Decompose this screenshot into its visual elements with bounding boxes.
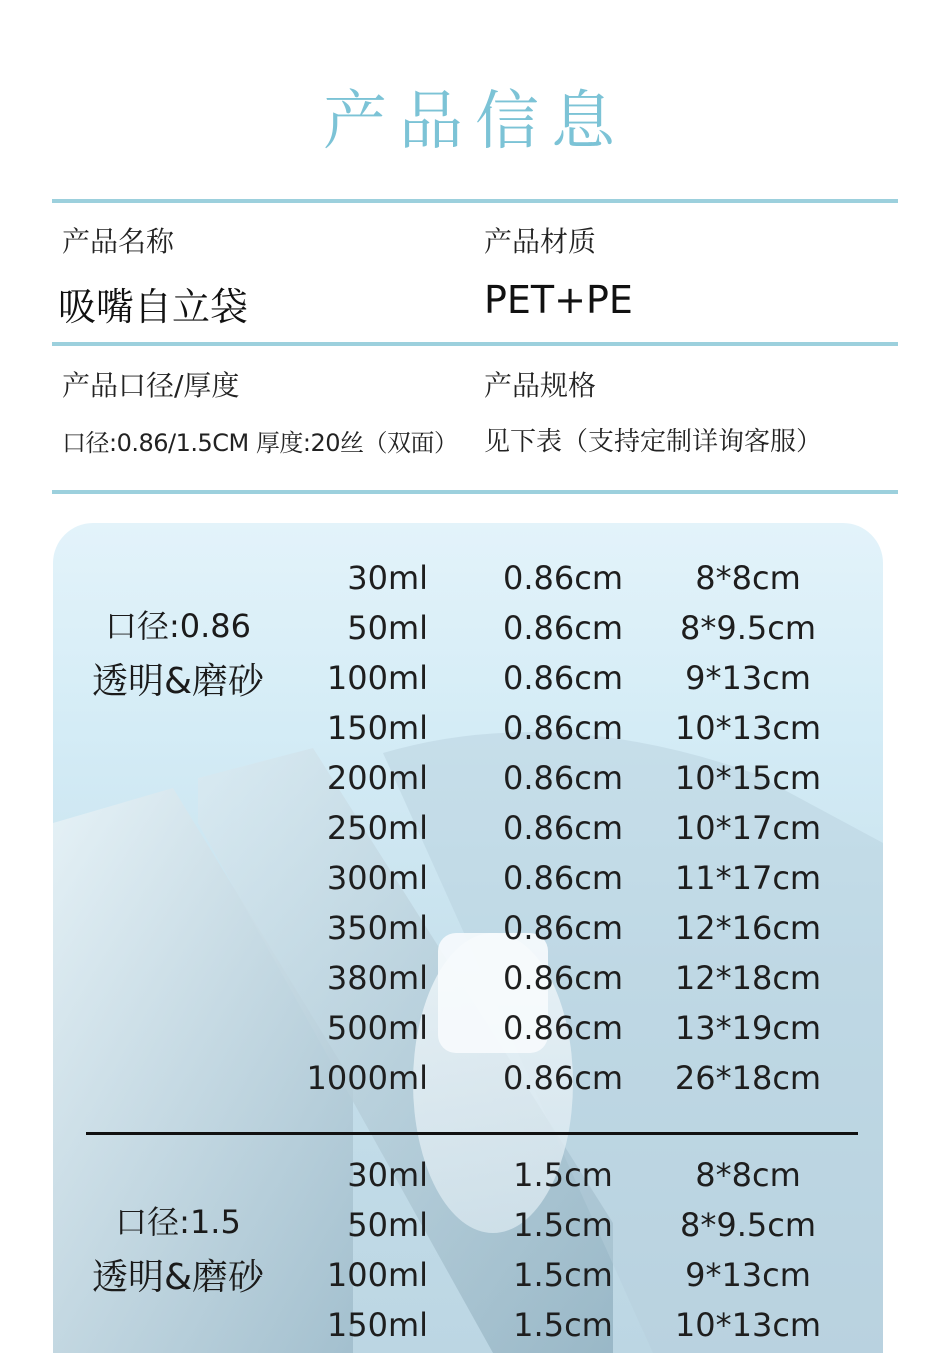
table-row <box>53 709 883 759</box>
volume-cell: 500ml <box>326 1009 428 1047</box>
spec-table <box>53 523 883 1353</box>
table-row <box>53 759 883 809</box>
table-row <box>53 1256 883 1306</box>
diameter-cell: 1.5cm <box>513 1256 613 1294</box>
table-row <box>53 959 883 1009</box>
diameter-cell: 0.86cm <box>502 659 623 697</box>
table-row <box>53 659 883 709</box>
spec-label: 产品规格 <box>484 369 597 402</box>
volume-cell: 380ml <box>326 959 428 997</box>
diameter-cell: 0.86cm <box>502 1009 623 1047</box>
group-finish-086: 透明&磨砂 <box>91 661 265 702</box>
product-name-label: 产品名称 <box>62 225 175 258</box>
volume-cell: 150ml <box>326 1306 428 1344</box>
caliber-label: 产品口径/厚度 <box>62 369 240 402</box>
product-name-value: 吸嘴自立袋 <box>58 285 249 329</box>
volume-cell: 350ml <box>326 909 428 947</box>
volume-cell: 250ml <box>326 809 428 847</box>
table-row <box>53 1306 883 1353</box>
size-cell: 11*17cm <box>674 859 822 897</box>
middle-rule <box>52 342 898 346</box>
bottom-rule <box>52 490 898 494</box>
table-row <box>53 1206 883 1256</box>
size-cell: 8*9.5cm <box>679 1206 816 1244</box>
diameter-cell: 0.86cm <box>502 809 623 847</box>
material-label: 产品材质 <box>484 225 597 258</box>
page-title: 产品信息 <box>323 85 627 159</box>
diameter-cell: 0.86cm <box>502 609 623 647</box>
table-row <box>53 609 883 659</box>
diameter-cell: 0.86cm <box>502 759 623 797</box>
size-cell: 12*18cm <box>674 959 822 997</box>
volume-cell: 30ml <box>347 559 428 597</box>
size-cell: 13*19cm <box>674 1009 822 1047</box>
diameter-cell: 0.86cm <box>502 959 623 997</box>
size-cell: 10*13cm <box>674 1306 822 1344</box>
table-row <box>53 859 883 909</box>
table-row <box>53 909 883 959</box>
size-cell: 9*13cm <box>685 1256 811 1294</box>
group-caliber-15: 口径:1.5 <box>115 1203 241 1241</box>
table-row <box>53 1059 883 1109</box>
group-finish-15: 透明&磨砂 <box>91 1257 265 1298</box>
size-cell: 12*16cm <box>674 909 822 947</box>
group-divider <box>86 1132 858 1135</box>
diameter-cell: 0.86cm <box>502 859 623 897</box>
size-cell: 10*13cm <box>674 709 822 747</box>
volume-cell: 100ml <box>326 659 428 697</box>
volume-cell: 50ml <box>347 609 428 647</box>
size-cell: 8*8cm <box>695 559 801 597</box>
volume-cell: 30ml <box>347 1156 428 1194</box>
spec-value: 见下表（支持定制详询客服） <box>484 427 823 457</box>
diameter-cell: 1.5cm <box>513 1206 613 1244</box>
diameter-cell: 0.86cm <box>502 709 623 747</box>
diameter-cell: 1.5cm <box>513 1306 613 1344</box>
volume-cell: 150ml <box>326 709 428 747</box>
size-cell: 8*8cm <box>695 1156 801 1194</box>
size-cell: 9*13cm <box>685 659 811 697</box>
volume-cell: 100ml <box>326 1256 428 1294</box>
size-cell: 10*17cm <box>674 809 822 847</box>
spec-table-panel <box>53 523 883 1353</box>
diameter-cell: 0.86cm <box>502 1059 623 1097</box>
size-cell: 26*18cm <box>674 1059 822 1097</box>
material-value: PET+PE <box>484 278 633 322</box>
table-row <box>53 1156 883 1206</box>
volume-cell: 1000ml <box>306 1059 428 1097</box>
volume-cell: 200ml <box>326 759 428 797</box>
volume-cell: 300ml <box>326 859 428 897</box>
diameter-cell: 0.86cm <box>502 559 623 597</box>
group-caliber-086: 口径:0.86 <box>104 607 252 645</box>
table-row <box>53 1009 883 1059</box>
diameter-cell: 1.5cm <box>513 1156 613 1194</box>
top-rule <box>52 199 898 203</box>
volume-cell: 50ml <box>347 1206 428 1244</box>
diameter-cell: 0.86cm <box>502 909 623 947</box>
caliber-value: 口径:0.86/1.5CM 厚度:20丝（双面） <box>62 429 458 457</box>
size-cell: 10*15cm <box>674 759 822 797</box>
size-cell: 8*9.5cm <box>679 609 816 647</box>
table-row <box>53 559 883 609</box>
table-row <box>53 809 883 859</box>
